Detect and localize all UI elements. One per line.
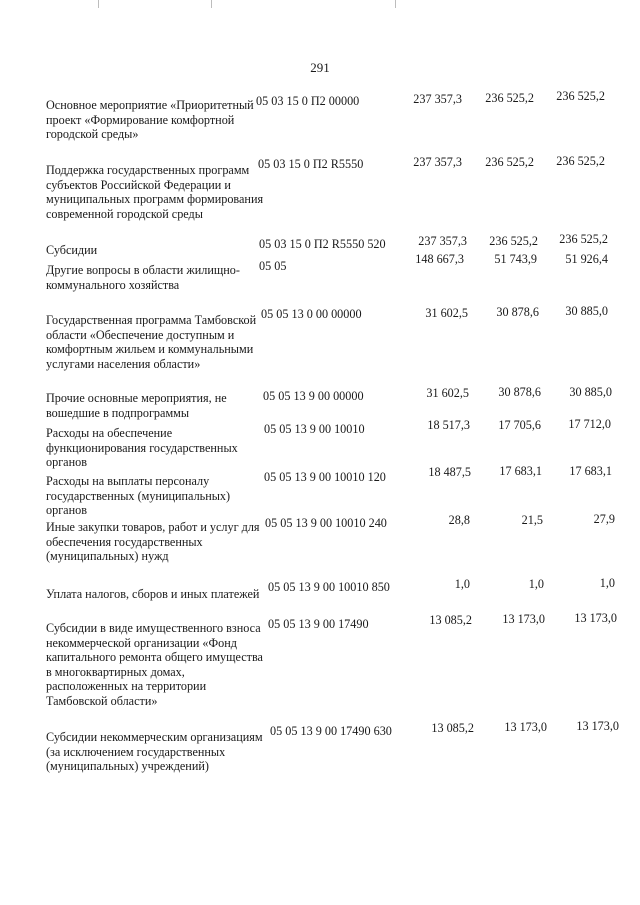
- row-value-1: 237 357,3: [413, 92, 462, 106]
- row-name: Расходы на выплаты персоналу государственных (муниципальных) органов: [46, 474, 231, 518]
- row-name: Государственная программа Тамбовской области «Обеспечение доступным и комфортным жильем и коммунальными услугами населения области»: [46, 313, 257, 371]
- row-name: Основное мероприятие «Приоритетный проект «Формирование комфортной городской среды»: [46, 98, 254, 142]
- row-value-3: 236 525,2: [559, 232, 608, 246]
- row-name: Уплата налогов, сборов и иных платежей: [46, 587, 260, 601]
- row-name: Субсидии в виде имущественного взноса некоммерческой организации «Фонд капитального ремонта общего имущества в многоквартирных домах, расположенных на территории Тамбовской области»: [46, 621, 263, 708]
- row-code: 05 05 13 0 00 00000: [261, 307, 362, 321]
- row-code: 05 05 13 9 00 10010 850: [268, 580, 390, 594]
- scan-mark: [211, 0, 212, 8]
- row-code: 05 05 13 9 00 10010 240: [265, 516, 387, 530]
- row-value-3: 30 885,0: [569, 385, 612, 399]
- row-value-2: 21,5: [521, 513, 543, 527]
- row-value-3: 17 712,0: [568, 417, 611, 431]
- row-value-1: 13 085,2: [431, 721, 474, 735]
- row-value-1: 1,0: [454, 577, 470, 591]
- scan-mark: [98, 0, 99, 8]
- row-value-2: 13 173,0: [504, 720, 547, 734]
- row-value-1: 31 602,5: [426, 386, 469, 400]
- row-value-3: 17 683,1: [569, 464, 612, 478]
- row-value-2: 51 743,9: [494, 252, 537, 266]
- row-code: 05 03 15 0 П2 R5550 520: [259, 237, 386, 251]
- row-value-2: 236 525,2: [485, 91, 534, 105]
- row-value-2: 13 173,0: [502, 612, 545, 626]
- row-code: 05 05: [259, 259, 287, 273]
- row-value-2: 236 525,2: [485, 155, 534, 169]
- row-value-1: 148 667,3: [415, 252, 464, 266]
- row-value-2: 236 525,2: [489, 234, 538, 248]
- row-code: 05 05 13 9 00 00000: [263, 389, 364, 403]
- row-code: 05 03 15 0 П2 R5550: [258, 157, 364, 171]
- row-value-3: 236 525,2: [556, 154, 605, 168]
- row-name: Расходы на обеспечение функционирования государственных органов: [46, 426, 238, 470]
- row-value-2: 30 878,6: [496, 305, 539, 319]
- row-value-2: 17 705,6: [498, 418, 541, 432]
- row-code: 05 05 13 9 00 17490 630: [270, 724, 392, 738]
- row-code: 05 05 13 9 00 17490: [268, 617, 369, 631]
- row-value-3: 1,0: [599, 576, 615, 590]
- row-value-2: 30 878,6: [498, 385, 541, 399]
- scan-mark: [395, 0, 396, 8]
- row-code: 05 03 15 0 П2 00000: [256, 94, 360, 108]
- row-code: 05 05 13 9 00 10010 120: [264, 470, 386, 484]
- page-number: 291: [310, 60, 330, 75]
- row-value-3: 236 525,2: [556, 89, 605, 103]
- row-value-2: 1,0: [528, 577, 544, 591]
- row-value-3: 13 173,0: [576, 719, 619, 733]
- row-value-3: 51 926,4: [565, 252, 608, 266]
- row-name: Субсидии некоммерческим организациям (за исключением государственных (муниципальных) учреждений): [46, 730, 263, 774]
- row-name: Иные закупки товаров, работ и услуг для обеспечения государственных (муниципальных) нужд: [46, 520, 260, 564]
- row-name: Субсидии: [46, 243, 98, 257]
- row-value-3: 27,9: [593, 512, 615, 526]
- row-value-1: 237 357,3: [413, 155, 462, 169]
- row-value-3: 30 885,0: [565, 304, 608, 318]
- row-name: Прочие основные мероприятия, не вошедшие в подпрограммы: [46, 391, 227, 420]
- row-code: 05 05 13 9 00 10010: [264, 422, 365, 436]
- row-value-1: 237 357,3: [418, 234, 467, 248]
- row-value-1: 18 487,5: [428, 465, 471, 479]
- row-name: Поддержка государственных программ субъектов Российской Федерации и муниципальных программ формирования современной городской среды: [46, 163, 264, 221]
- row-value-1: 28,8: [448, 513, 470, 527]
- row-value-1: 31 602,5: [425, 306, 468, 320]
- row-value-1: 13 085,2: [429, 613, 472, 627]
- row-value-3: 13 173,0: [574, 611, 617, 625]
- row-value-1: 18 517,3: [427, 418, 470, 432]
- row-value-2: 17 683,1: [499, 464, 542, 478]
- row-name: Другие вопросы в области жилищно-коммунального хозяйства: [46, 263, 240, 292]
